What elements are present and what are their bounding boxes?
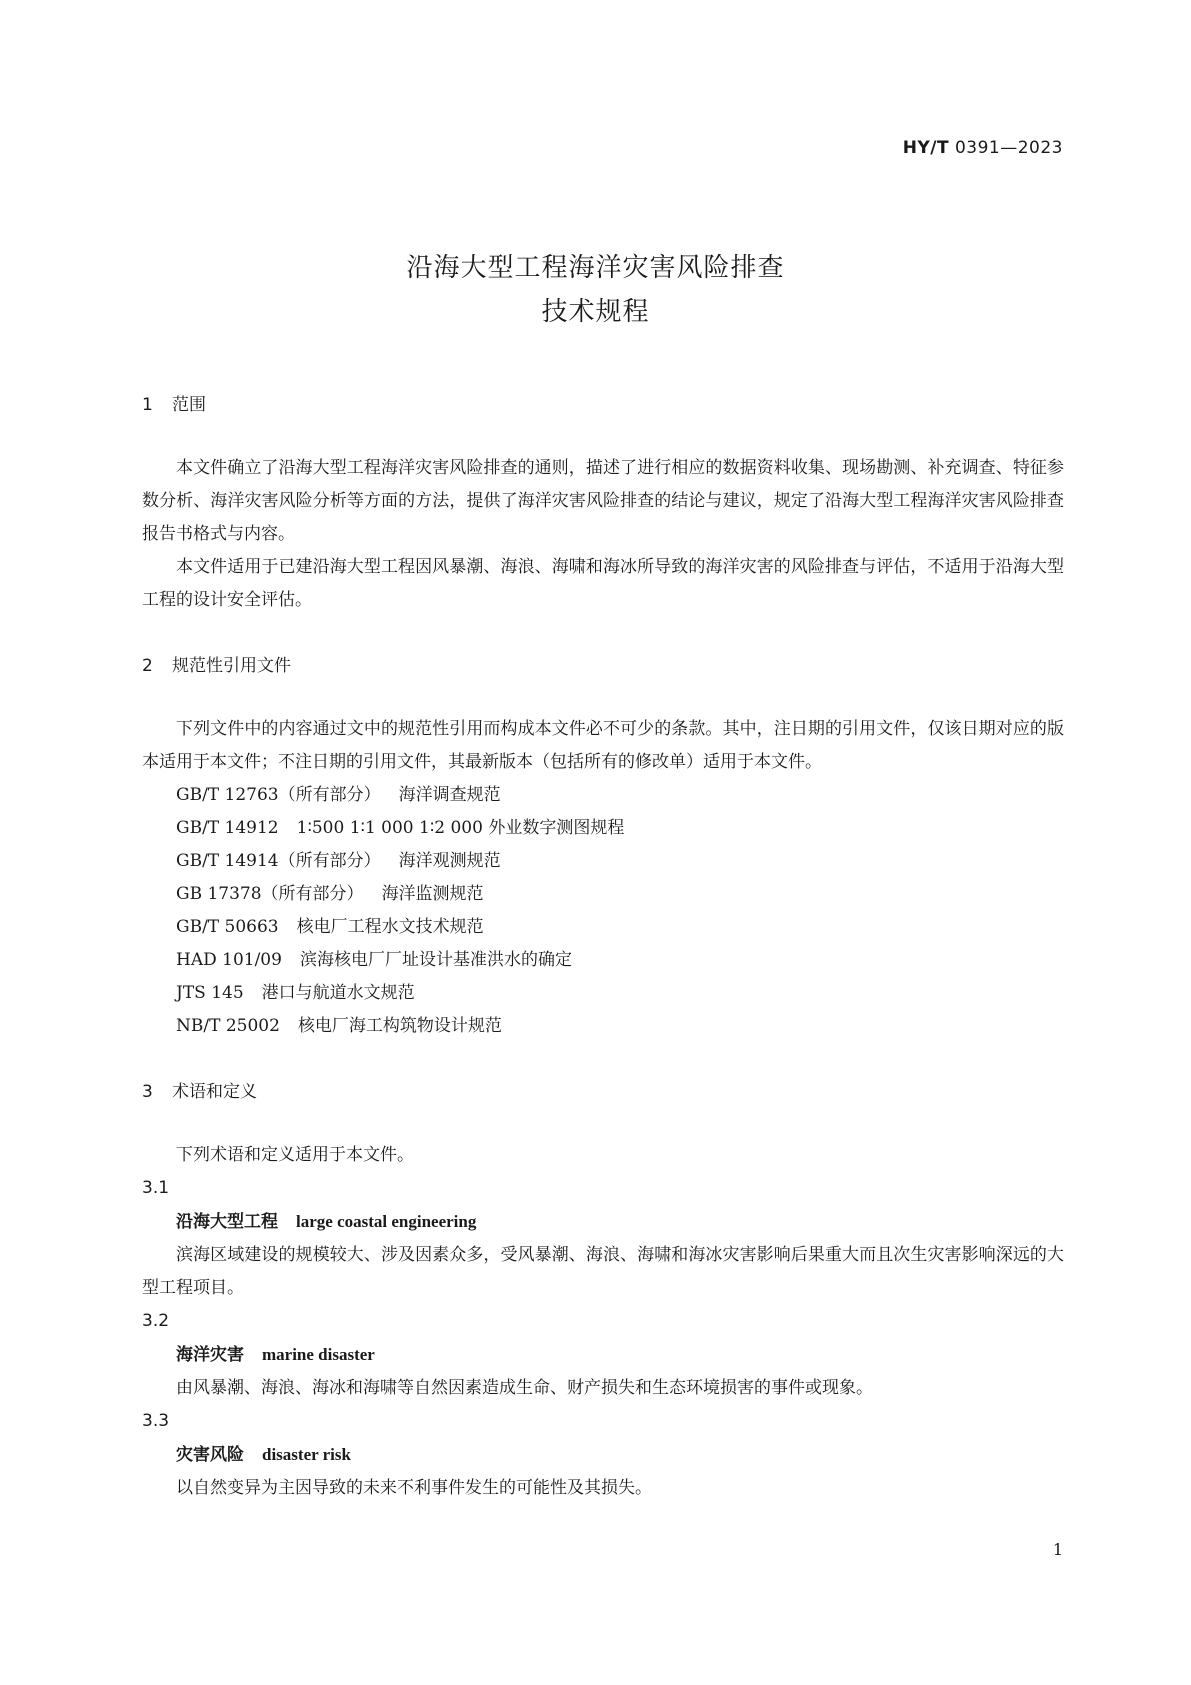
title-line-2: 技术规程 [541,297,650,327]
section-3-heading [142,1079,1064,1105]
reference-code: NB/T 25002 [176,1016,280,1036]
paragraph: 本文件适用于已建沿海大型工程因风暴潮、海浪、海啸和海冰所导致的海洋灾害的风险排查与评估，不适用于沿海大型工程的设计安全评估。 [142,557,1064,610]
term-chinese: 灾害风险 [176,1445,244,1465]
reference-name: 核电厂海工构筑物设计规范 [297,1016,502,1036]
reference-item [142,812,1064,845]
reference-code: GB 17378（所有部分） [176,884,364,904]
term-heading [142,1338,1064,1372]
reference-item [142,845,1064,878]
standard-code-prefix: HY/T [902,138,950,158]
standard-code-number: 0391—2023 [949,138,1063,158]
reference-item [142,878,1064,911]
reference-name: 滨海核电厂厂址设计基准洪水的确定 [299,950,572,970]
reference-code: GB/T 14912 [176,818,279,838]
section-title: 规范性引用文件 [172,656,291,676]
term-chinese: 沿海大型工程 [176,1212,278,1232]
reference-name: 海洋监测规范 [381,884,484,904]
section-number: 2 [142,656,153,676]
term-english: marine disaster [262,1345,375,1364]
term-english: disaster risk [262,1445,351,1464]
paragraph: 下列文件中的内容通过文中的规范性引用而构成本文件必不可少的条款。其中，注日期的引用文件，仅该日期对应的版本适用于本文件；不注日期的引用文件，其最新版本（包括所有的修改单）适用于本文件。 [142,719,1064,772]
term-heading [142,1205,1064,1239]
term-heading [142,1438,1064,1472]
term-english: large coastal engineering [296,1212,477,1231]
term-number: 3.1 [142,1178,170,1198]
reference-name: 海洋调查规范 [398,785,501,805]
term-number: 3.3 [142,1411,170,1431]
term-definition: 滨海区域建设的规模较大、涉及因素众多，受风暴潮、海浪、海啸和海冰灾害影响后果重大而且次生灾害影响深远的大型工程项目。 [142,1245,1064,1298]
paragraph: 下列术语和定义适用于本文件。 [176,1145,414,1165]
reference-list [142,779,1064,1043]
reference-code: GB/T 50663 [176,917,279,937]
paragraph: 本文件确立了沿海大型工程海洋灾害风险排查的通则，描述了进行相应的数据资料收集、现场勘测、补充调查、特征参数分析、海洋灾害风险分析等方面的方法，提供了海洋灾害风险排查的结论与建议，规定了沿海大型工程海洋灾害风险排查报告书格式与内容。 [142,458,1064,544]
term-chinese: 海洋灾害 [176,1345,244,1365]
term-definition: 由风暴潮、海浪、海冰和海啸等自然因素造成生命、财产损失和生态环境损害的事件或现象。 [176,1378,873,1398]
section-title: 范围 [172,395,206,415]
document-body [142,392,1064,1505]
page-number: 1 [1052,1540,1063,1559]
reference-code: JTS 145 [176,983,244,1003]
reference-item [142,1010,1064,1043]
section-number: 3 [142,1082,153,1102]
term-number: 3.2 [142,1311,170,1331]
reference-code: HAD 101/09 [176,950,282,970]
reference-name: 核电厂工程水文技术规范 [296,917,484,937]
section-number: 1 [142,395,153,415]
section-2-heading [142,653,1064,679]
standard-code [903,138,1063,158]
reference-item [142,779,1064,812]
reference-name: 港口与航道水文规范 [261,983,415,1003]
reference-name: 1∶500 1∶1 000 1∶2 000 外业数字测图规程 [296,818,625,838]
reference-code: GB/T 14914（所有部分） [176,851,381,871]
document-title [0,246,1191,334]
section-title: 术语和定义 [172,1082,257,1102]
reference-name: 海洋观测规范 [398,851,501,871]
title-line-1: 沿海大型工程海洋灾害风险排查 [406,253,785,283]
reference-code: GB/T 12763（所有部分） [176,785,381,805]
reference-item [142,911,1064,944]
term-definition: 以自然变异为主因导致的未来不利事件发生的可能性及其损失。 [176,1478,652,1498]
section-1-heading [142,392,1064,418]
reference-item [142,944,1064,977]
reference-item [142,977,1064,1010]
